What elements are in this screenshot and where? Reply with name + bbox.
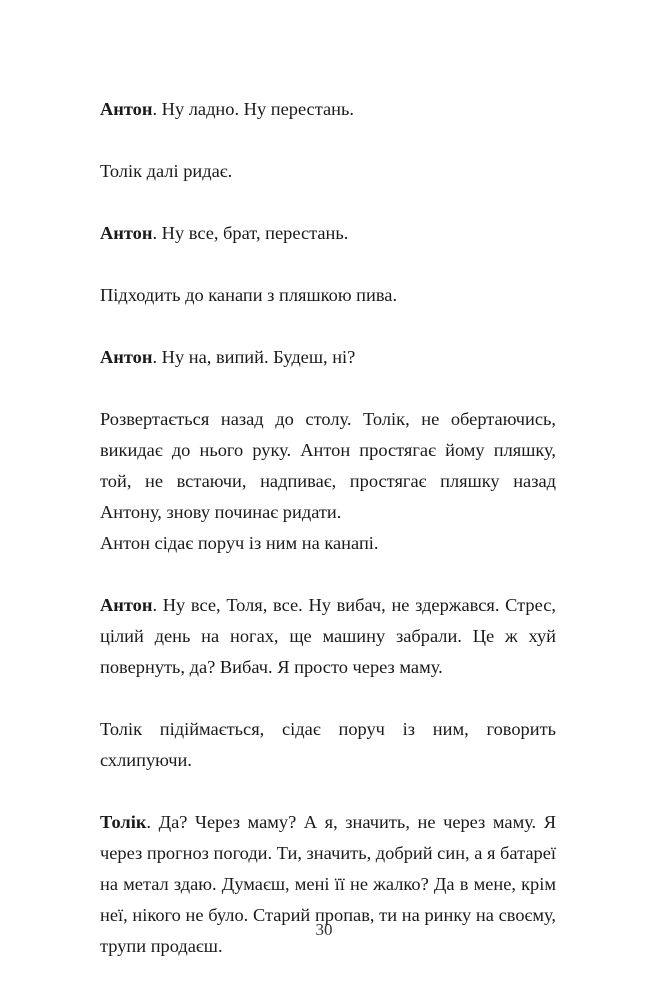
dialogue-text: . Ну все, Толя, все. Ну вибач, не здержався. Стрес, цілий день на ногах, ще машину забрали. Це ж хуй повернуть, да? Вибач. Я просто через маму. (100, 595, 556, 677)
dialogue-line (100, 590, 556, 683)
stage-direction: Толік далі ридає. (100, 161, 233, 181)
dialogue-text: . Ну все, брат, перестань. (152, 223, 349, 243)
dialogue-text: . Да? Через маму? А я, значить, не через маму. Я через прогноз погоди. Ти, значить, добрий син, а я батареї на метал здаю. Думаєш, мені її не жалко? Да в мене, крім неї, нікого не було. Старий пропав, ти на ринку на своєму, трупи продаєш. (100, 812, 556, 956)
dialogue-line (100, 342, 556, 373)
stage-direction: Підходить до канапи з пляшкою пива. (100, 285, 398, 305)
dialogue-text: . Ну ладно. Ну перестань. (152, 99, 354, 119)
speaker-name: Антон (100, 595, 153, 615)
speaker-name: Толік (100, 812, 147, 832)
speaker-name: Антон (100, 99, 153, 119)
page-number: 30 (315, 920, 333, 939)
stage-direction: Розвертається назад до столу. Толік, не обертаючись, викидає до нього руку. Антон простягає йому пляшку, той, не встаючи, надпиває, простягає пляшку назад Антону, знову починає ридати. (100, 409, 556, 522)
speaker-name: Антон (100, 223, 153, 243)
page-text (100, 94, 556, 993)
dialogue-line (100, 94, 556, 125)
dialogue-line (100, 218, 556, 249)
speaker-name: Антон (100, 347, 153, 367)
stage-direction: Толік підіймається, сідає поруч із ним, говорить схлипуючи. (100, 719, 556, 770)
stage-direction: Антон сідає поруч із ним на канапі. (100, 533, 379, 553)
dialogue-text: . Ну на, випий. Будеш, ні? (152, 347, 356, 367)
